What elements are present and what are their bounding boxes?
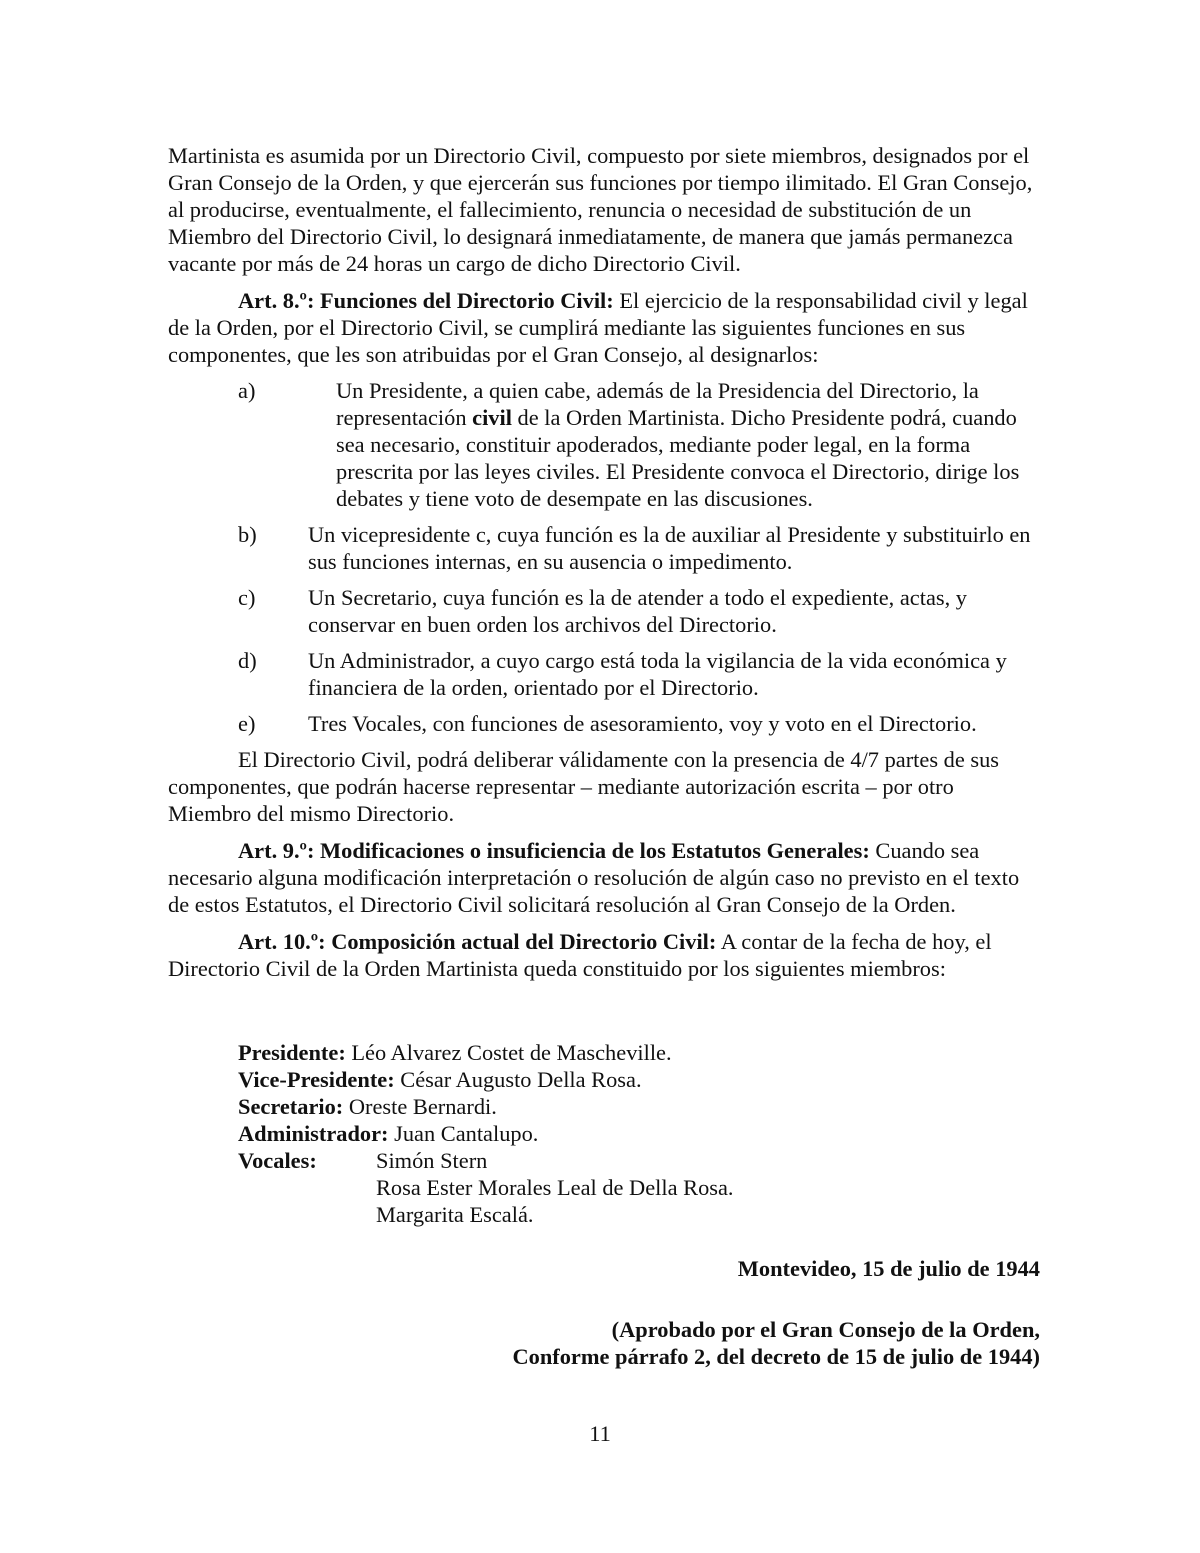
approval-note [168, 1316, 1040, 1370]
list-item [168, 710, 1040, 737]
members-list [238, 1039, 1040, 1228]
list-item [168, 377, 1040, 512]
art10-heading: Art. 10.º: Composición actual del Directorio Civil: [238, 929, 717, 954]
art10-paragraph [168, 928, 1040, 982]
list-item [168, 521, 1040, 575]
art10-text: A contar de la fecha de hoy, el Directorio Civil de la Orden Martinista queda constituido por los siguientes miembros: [168, 929, 992, 981]
art8-text: El ejercicio de la responsabilidad civil y legal de la Orden, por el Directorio Civil, se cumplirá mediante las siguientes funciones en sus componentes, que les son atribuidas por el Gran Consejo, al designarlos: [168, 288, 1028, 367]
list-item-letter: d) [238, 648, 257, 673]
list-item-letter: e) [238, 711, 256, 736]
art8-paragraph [168, 287, 1040, 368]
approval-line-2: Conforme párrafo 2, del decreto de 15 de julio de 1944) [512, 1344, 1040, 1369]
list-item-letter: b) [238, 522, 257, 547]
list-item-letter: c) [238, 585, 256, 610]
art8-heading: Art. 8.º: Funciones del Directorio Civil: [238, 288, 614, 313]
vocal-name: Simón Stern [376, 1148, 488, 1173]
art9-paragraph [168, 837, 1040, 918]
list-item-text: Un Secretario, cuya función es la de atender a todo el expediente, actas, y conservar en buen orden los archivos del Directorio. [308, 585, 967, 637]
list-item [168, 584, 1040, 638]
member-president: Presidente: Léo Alvarez Costet de Mascheville. [238, 1040, 672, 1065]
vocal-name: Rosa Ester Morales Leal de Della Rosa. [376, 1175, 734, 1200]
art8-closing: El Directorio Civil, podrá deliberar válidamente con la presencia de 4/7 partes de sus componentes, que podrán hacerse representar – mediante autorización escrita – por otro Miembro del mismo Directorio. [168, 747, 1000, 826]
vocal-name: Margarita Escalá. [376, 1202, 534, 1227]
page-number: 11 [589, 1421, 611, 1446]
list-item-text: Un Administrador, a cuyo cargo está toda la vigilancia de la vida económica y financiera de la orden, orientado por el Directorio. [308, 648, 1007, 700]
list-item-text: Tres Vocales, con funciones de asesoramiento, voy y voto en el Directorio. [308, 711, 977, 736]
member-vice-president: Vice-Presidente: César Augusto Della Rosa. [238, 1067, 642, 1092]
list-item-text: Un vicepresidente c, cuya función es la de auxiliar al Presidente y substituirlo en sus funciones internas, en su ausencia o impedimento. [308, 522, 1031, 574]
vocales-names [376, 1147, 734, 1228]
functions-list [168, 377, 1040, 737]
list-item [168, 647, 1040, 701]
member-secretary: Secretario: Oreste Bernardi. [238, 1094, 497, 1119]
place-date: Montevideo, 15 de julio de 1944 [737, 1256, 1040, 1281]
art9-heading: Art. 9.º: Modificaciones o insuficiencia de los Estatutos Generales: [238, 838, 870, 863]
member-vocales [238, 1147, 1040, 1228]
document-page [168, 142, 1040, 1370]
approval-line-1: (Aprobado por el Gran Consejo de la Orden, [611, 1317, 1040, 1342]
art9-text: Cuando sea necesario alguna modificación interpretación o resolución de algún caso no previsto en el texto de estos Estatutos, el Directorio Civil solicitará resolución al Gran Consejo de la Orden. [168, 838, 1020, 917]
list-item-text: Un Presidente, a quien cabe, además de la Presidencia del Directorio, la representación civil de la Orden Martinista. Dicho Presidente podrá, cuando sea necesario, constituir apoderados, mediante poder legal, en la forma prescrita por las leyes civiles. El Presidente convoca el Directorio, dirige los debates y tiene voto de desempate en las discusiones. [336, 378, 1020, 511]
vocales-label: Vocales: [238, 1148, 317, 1173]
opening-paragraph: Martinista es asumida por un Directorio Civil, compuesto por siete miembros, designados por el Gran Consejo de la Orden, y que ejercerán sus funciones por tiempo ilimitado. El Gran Consejo, al producirse, eventualmente, el fallecimiento, renuncia o necesidad de substitución de un Miembro del Directorio Civil, lo designará inmediatamente, de manera que jamás permanezca vacante por más de 24 horas un cargo de dicho Directorio Civil. [168, 143, 1033, 276]
member-administrator: Administrador: Juan Cantalupo. [238, 1121, 539, 1146]
list-item-letter: a) [238, 378, 256, 403]
